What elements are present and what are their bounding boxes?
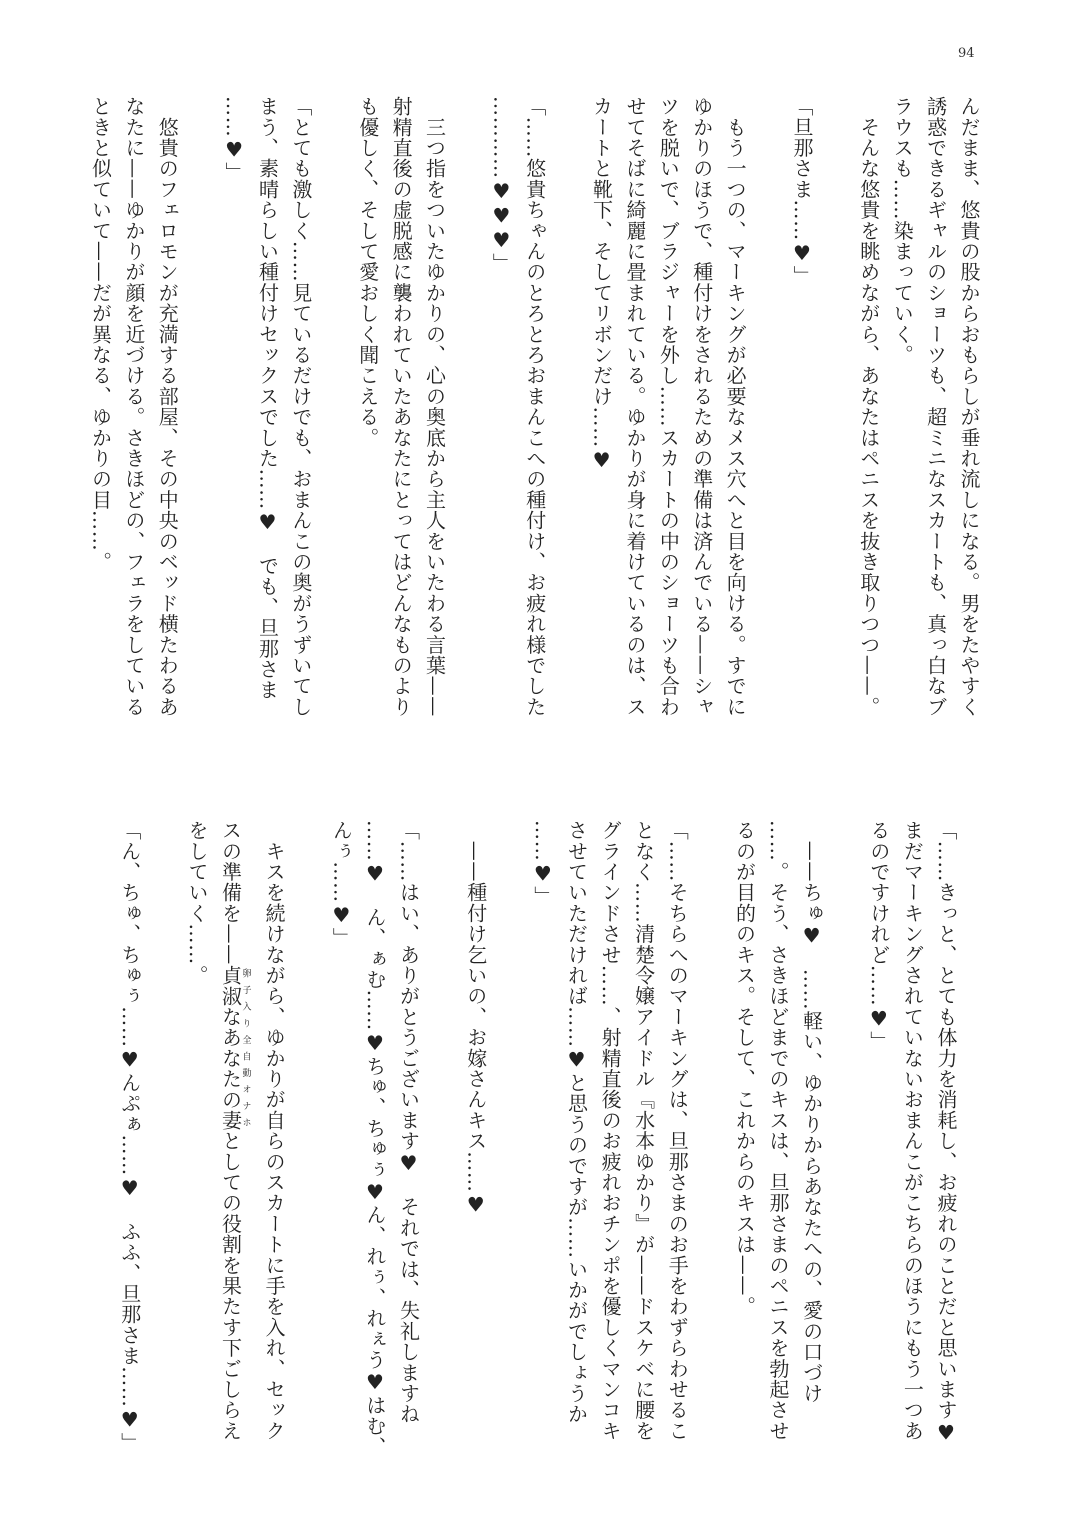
text-line (751, 96, 784, 726)
text-line: ゆかりのほうで、種付けをされるための準備は済んでいる——シャ (689, 96, 714, 717)
text-line: をしていく……。 (184, 820, 209, 986)
text-line: 悠貴のフェロモンが充満する部屋、その中央のベッド横たわるあ (155, 96, 180, 717)
text-line: ラウスも……染まっていく。 (890, 96, 915, 366)
text-line: んだまま、悠貴の股からおもらしが垂れ流しになる。男をたやすく (957, 96, 981, 717)
text-line: カートと靴下、そしてリボンだけ……♥ (589, 96, 614, 473)
text-line: …………♥♥♥」 (489, 96, 514, 274)
ruby-text: 卵子入り全自動オナホ (240, 964, 251, 1131)
text-line: 誘惑できるギャルのショーツも、超ミニなスカートも、真っ白なブ (923, 96, 948, 717)
text-line: なたに——ゆかりが顔を近づける。さきほどの、フェラをしている (121, 96, 146, 717)
text-line: そんな悠貴を眺めながら、あなたはペニスを抜き取りつつ——。 (856, 96, 881, 717)
page-number: 94 (958, 46, 975, 61)
text-line (213, 820, 251, 1450)
text-line: るのですけれど……♥」 (866, 820, 891, 1052)
text-line (317, 96, 350, 726)
text-line: んぅ……♥」 (329, 820, 354, 949)
text-line: まだマーキングされていないおまんこがこちらのほうにもう一つあ (900, 820, 925, 1441)
text-line: ……♥」 (530, 820, 555, 907)
text-line: るのが目的のキス。そして、これからのキスは——。 (732, 820, 757, 1317)
text-line (451, 96, 484, 726)
text-line (828, 820, 862, 1450)
text-line: 「旦那さま……♥」 (789, 96, 814, 287)
ruby-annotated-text (218, 964, 251, 1131)
text-line (183, 96, 216, 726)
text-line: せてそばに綺麗に畳まれている。ゆかりが身に着けているのは、ス (622, 96, 647, 717)
text-line: 「……悠貴ちゃんのとろとろおまんこへの種付け、お疲れ様でした (522, 96, 547, 717)
text-line: 「とても激しく……見ているだけでも、おまんこの奥がうずいてし (288, 96, 313, 717)
text-line: 「……はい、ありがとうございます♥ それでは、失礼しますね (396, 820, 421, 1425)
text-line (492, 820, 526, 1450)
text-line (146, 820, 180, 1450)
text-block-upper (83, 96, 985, 726)
text-line: ときと似ていて——だが異なる、ゆかりの目……。 (88, 96, 113, 573)
text-line (818, 96, 851, 726)
text-line: まう、素晴らしい種付けセックスでした……♥ でも、旦那さま (255, 96, 280, 701)
ruby-base: 貞淑なあなたの妻 (218, 964, 243, 1131)
text-line: ツを脱いで、ブラジャーを外し……スカートの中のショーツも合わ (656, 96, 681, 717)
text-line: ……。そう、さきほどまでのキスは、旦那さまのペニスを勃起させ (766, 820, 791, 1441)
text-line: ……♥」 (222, 96, 247, 183)
text-line: ——ちゅ♥ ……軽い、ゆかりからあなたへの、愛の口づけ (799, 820, 824, 1404)
text-line: も優しく、そして愛おしく聞こえる。 (355, 96, 380, 448)
text-line: ——種付け乞いの、お嫁さんキス……♥ (463, 820, 488, 1218)
text-line: もう一つの、マーキングが必要なメス穴へと目を向ける。すでに (723, 96, 748, 717)
text-line (551, 96, 584, 726)
text-segment: としての役割を果たす下ごしらえ (218, 1130, 243, 1442)
text-line (290, 820, 324, 1450)
text-line: 三つ指をついたゆかりの、心の奥底から主人をいたわる言葉—— (422, 96, 447, 717)
text-line: となく……清楚令嬢アイドル『水本ゆかり』が——ドスケベに腰を (631, 820, 656, 1441)
text-line: させていただければ……♥と思うのですが……いかがでしょうか (564, 820, 589, 1425)
text-line: ……♥ ん、ぁむ……♥ちゅ、ちゅぅ♥ん、れぅ、れぇう♥はむ、 (362, 820, 387, 1457)
text-line: 「……そちらへのマーキングは、旦那さまのお手をわずらわせるこ (665, 820, 690, 1441)
text-line: グラインドさせ……、射精直後のお疲れおチンポを優しくマンコキ (598, 820, 623, 1441)
text-line: 射精直後の虚脱感に襲われていたあなたにとってはどんなものより (389, 96, 414, 717)
text-line: キスを続けながら、ゆかりが自らのスカートに手を入れ、セック (262, 820, 287, 1441)
text-block-lower (112, 820, 962, 1457)
text-line: 「……きっと、とても体力を消耗し、お疲れのことだと思います♥ (934, 820, 958, 1445)
text-line (693, 820, 727, 1450)
text-line: 「ん、ちゅ、ちゅぅ……♥んぷぁ……♥ ふふ、旦那さま……♥」 (117, 820, 142, 1453)
text-segment: スの準備を—— (218, 820, 243, 965)
text-line (425, 820, 459, 1450)
